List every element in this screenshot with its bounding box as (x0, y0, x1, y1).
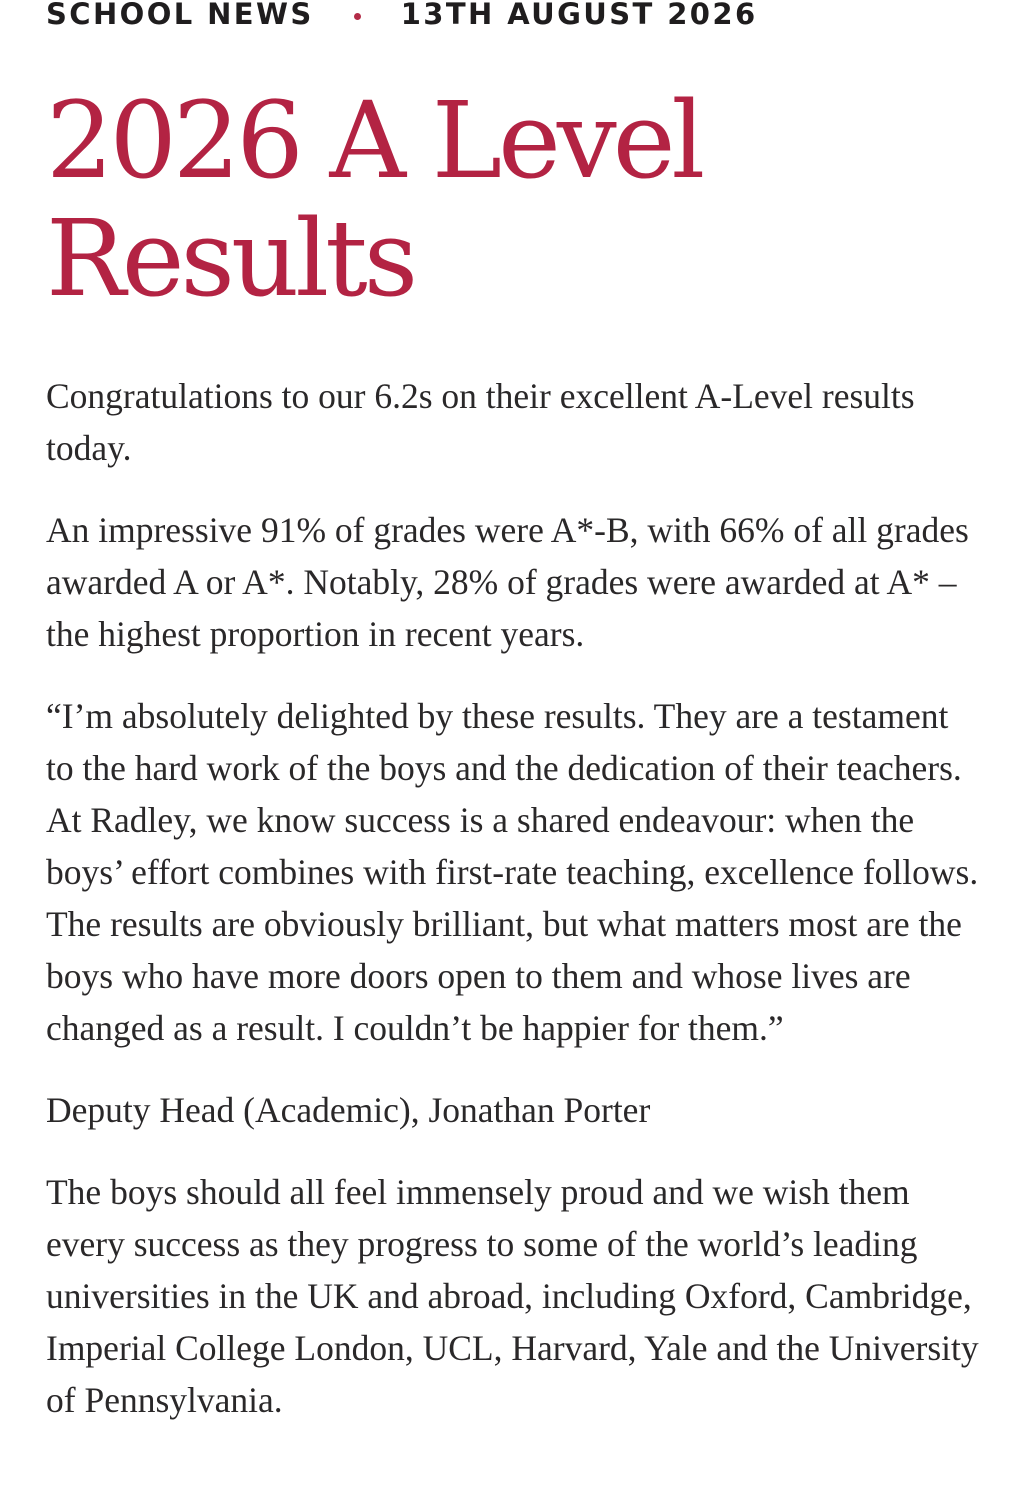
title-line-1: 2026 A Level (46, 79, 702, 202)
article-body (46, 370, 981, 1456)
article-meta (46, 0, 758, 32)
category-label[interactable]: SCHOOL NEWS (46, 0, 314, 31)
page-title (46, 79, 946, 320)
intro-paragraph: Congratulations to our 6.2s on their excellent A-Level results today. (46, 376, 915, 468)
quote-attribution: Deputy Head (Academic), Jonathan Porter (46, 1090, 651, 1130)
publish-date: 13TH AUGUST 2026 (400, 0, 758, 31)
statistics-paragraph: An impressive 91% of grades were A*-B, with 66% of all grades awarded A or A*. Notably, 28% of grades were awarded at A* – the highest proportion in recent years. (46, 510, 969, 654)
title-line-2: Results (46, 197, 415, 320)
quote-paragraph: “I’m absolutely delighted by these results. They are a testament to the hard work of the boys and the dedication of their teachers. At Radley, we know success is a shared endeavour: when the boys’ effort combines with first-rate teaching, excellence follows. The results are obviously brilliant, but what matters most are the boys who have more doors open to them and whose lives are changed as a result. I couldn’t be happier for them.” (46, 696, 979, 1048)
separator-dot-icon (354, 13, 361, 20)
closing-paragraph: The boys should all feel immensely proud and we wish them every success as they progress to some of the world’s leading universities in the UK and abroad, including Oxford, Cambridge, Imperial College London, UCL, Harvard, Yale and the University of Pennsylvania. (46, 1172, 979, 1420)
